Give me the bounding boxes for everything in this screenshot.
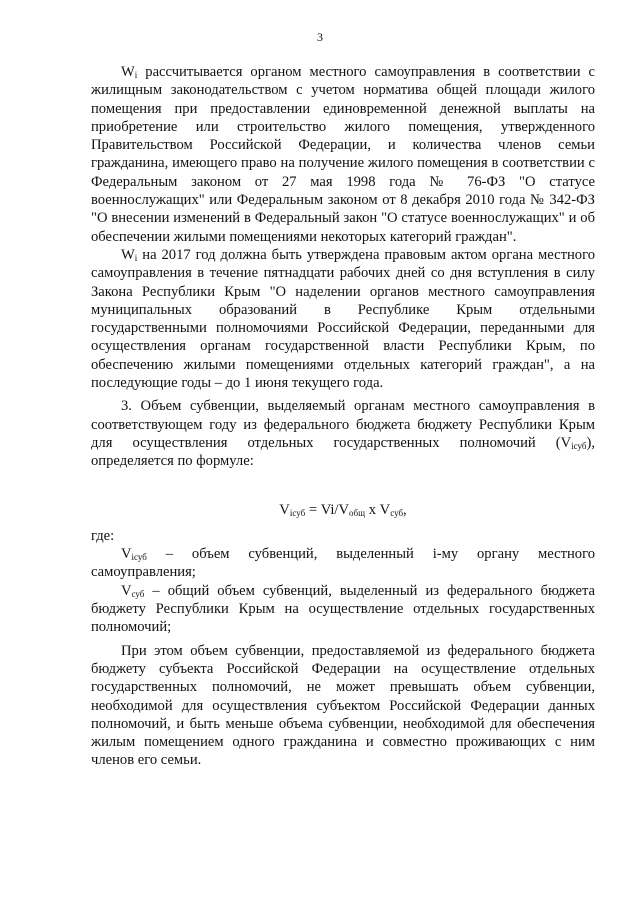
symbol-subscript: i (134, 70, 138, 80)
paragraph-text: рассчитывается органом местного самоуправления в соответствии с жилищным законодательством с учетом норматива общей площади жилого помещения при предоставлении единовременной денежной выплаты на приобретение или строительство жилого помещения, утвержденного Правительством Российской Федерации, и количества членов семьи гражданина, имеющего право на получение жилого помещения в соответствии с Федеральным законом от 27 мая 1998 года № 76-ФЗ "О статусе военнослужащих" или Федеральным законом от 8 декабря 2010 года № 342-ФЗ "О внесении изменений в Федеральный закон "О статусе военнослужащих" и об обеспечении жилыми помещениями некоторых категорий граждан". (91, 64, 595, 245)
formula: $V_{iсуб} = Vi/V_{общ}$ х $V_{суб}$, (279, 501, 407, 518)
document-body (91, 63, 595, 770)
paragraph-wi-calculation (91, 63, 595, 246)
paragraph-subsidy-volume (91, 397, 595, 470)
definition-v-sub: $V_{суб}$ – общий объем субвенций, выделенный из федерального бюджета бюджету Республики Крым на осуществление отдельных государственных полномочий; (91, 582, 595, 636)
paragraph-text: на 2017 год должна быть утверждена правовым актом органа местного самоуправления в течение пятнадцати рабочих дней со дня вступления в силу Закона Республики Крым "О наделении органов местного самоуправления муниципальных образований в Республике Крым отдельными государственными полномочиями Российской Федерации, переданными для осуществления органам государственной власти Республики Крым, по обеспечению жилыми помещениями отдельных категорий граждан", а на последующие годы – до 1 июня текущего года. (91, 246, 595, 392)
paragraph-text-end: ), определяется по формуле: (91, 434, 595, 470)
definition-v-isub: $V_{iсуб}$ – объем субвенций, выделенный i-му органу местного самоуправления; (91, 546, 595, 581)
symbol-w: W (121, 246, 135, 263)
symbol-w: W (121, 64, 135, 80)
page-number: 3 (317, 30, 323, 44)
definition-text: – объем субвенций, выделенный i-му органу местного самоуправления; (91, 546, 595, 581)
symbol-subscript: i (134, 252, 138, 263)
definition-text: – общий объем субвенций, выделенный из федерального бюджета бюджету Республики Крым на осуществление отдельных государственных полномочий; (91, 582, 595, 636)
paragraph-subsidy-limits: При этом объем субвенции, предоставляемой из федерального бюджета бюджету субъекта Российской Федерации на осуществление отдельных государственных полномочий, не может превышать объем субвенции, необходимой для осуществления субъектом Российской Федерации данных полномочий, и быть меньше объема субвенции, необходимой для обеспечения жилым помещением одного гражданина и совместно проживающих с ним членов его семьи. (91, 642, 595, 769)
paragraph-text: 3. Объем субвенции, выделяемый органам местного самоуправления в соответствующем году из федерального бюджета бюджету Республики Крым для осуществления отдельных государственных полномочий (V (91, 398, 595, 451)
paragraph-wi-approval (91, 246, 595, 392)
symbol-subscript: iсуб (571, 440, 587, 451)
where-label: где: (91, 527, 115, 544)
